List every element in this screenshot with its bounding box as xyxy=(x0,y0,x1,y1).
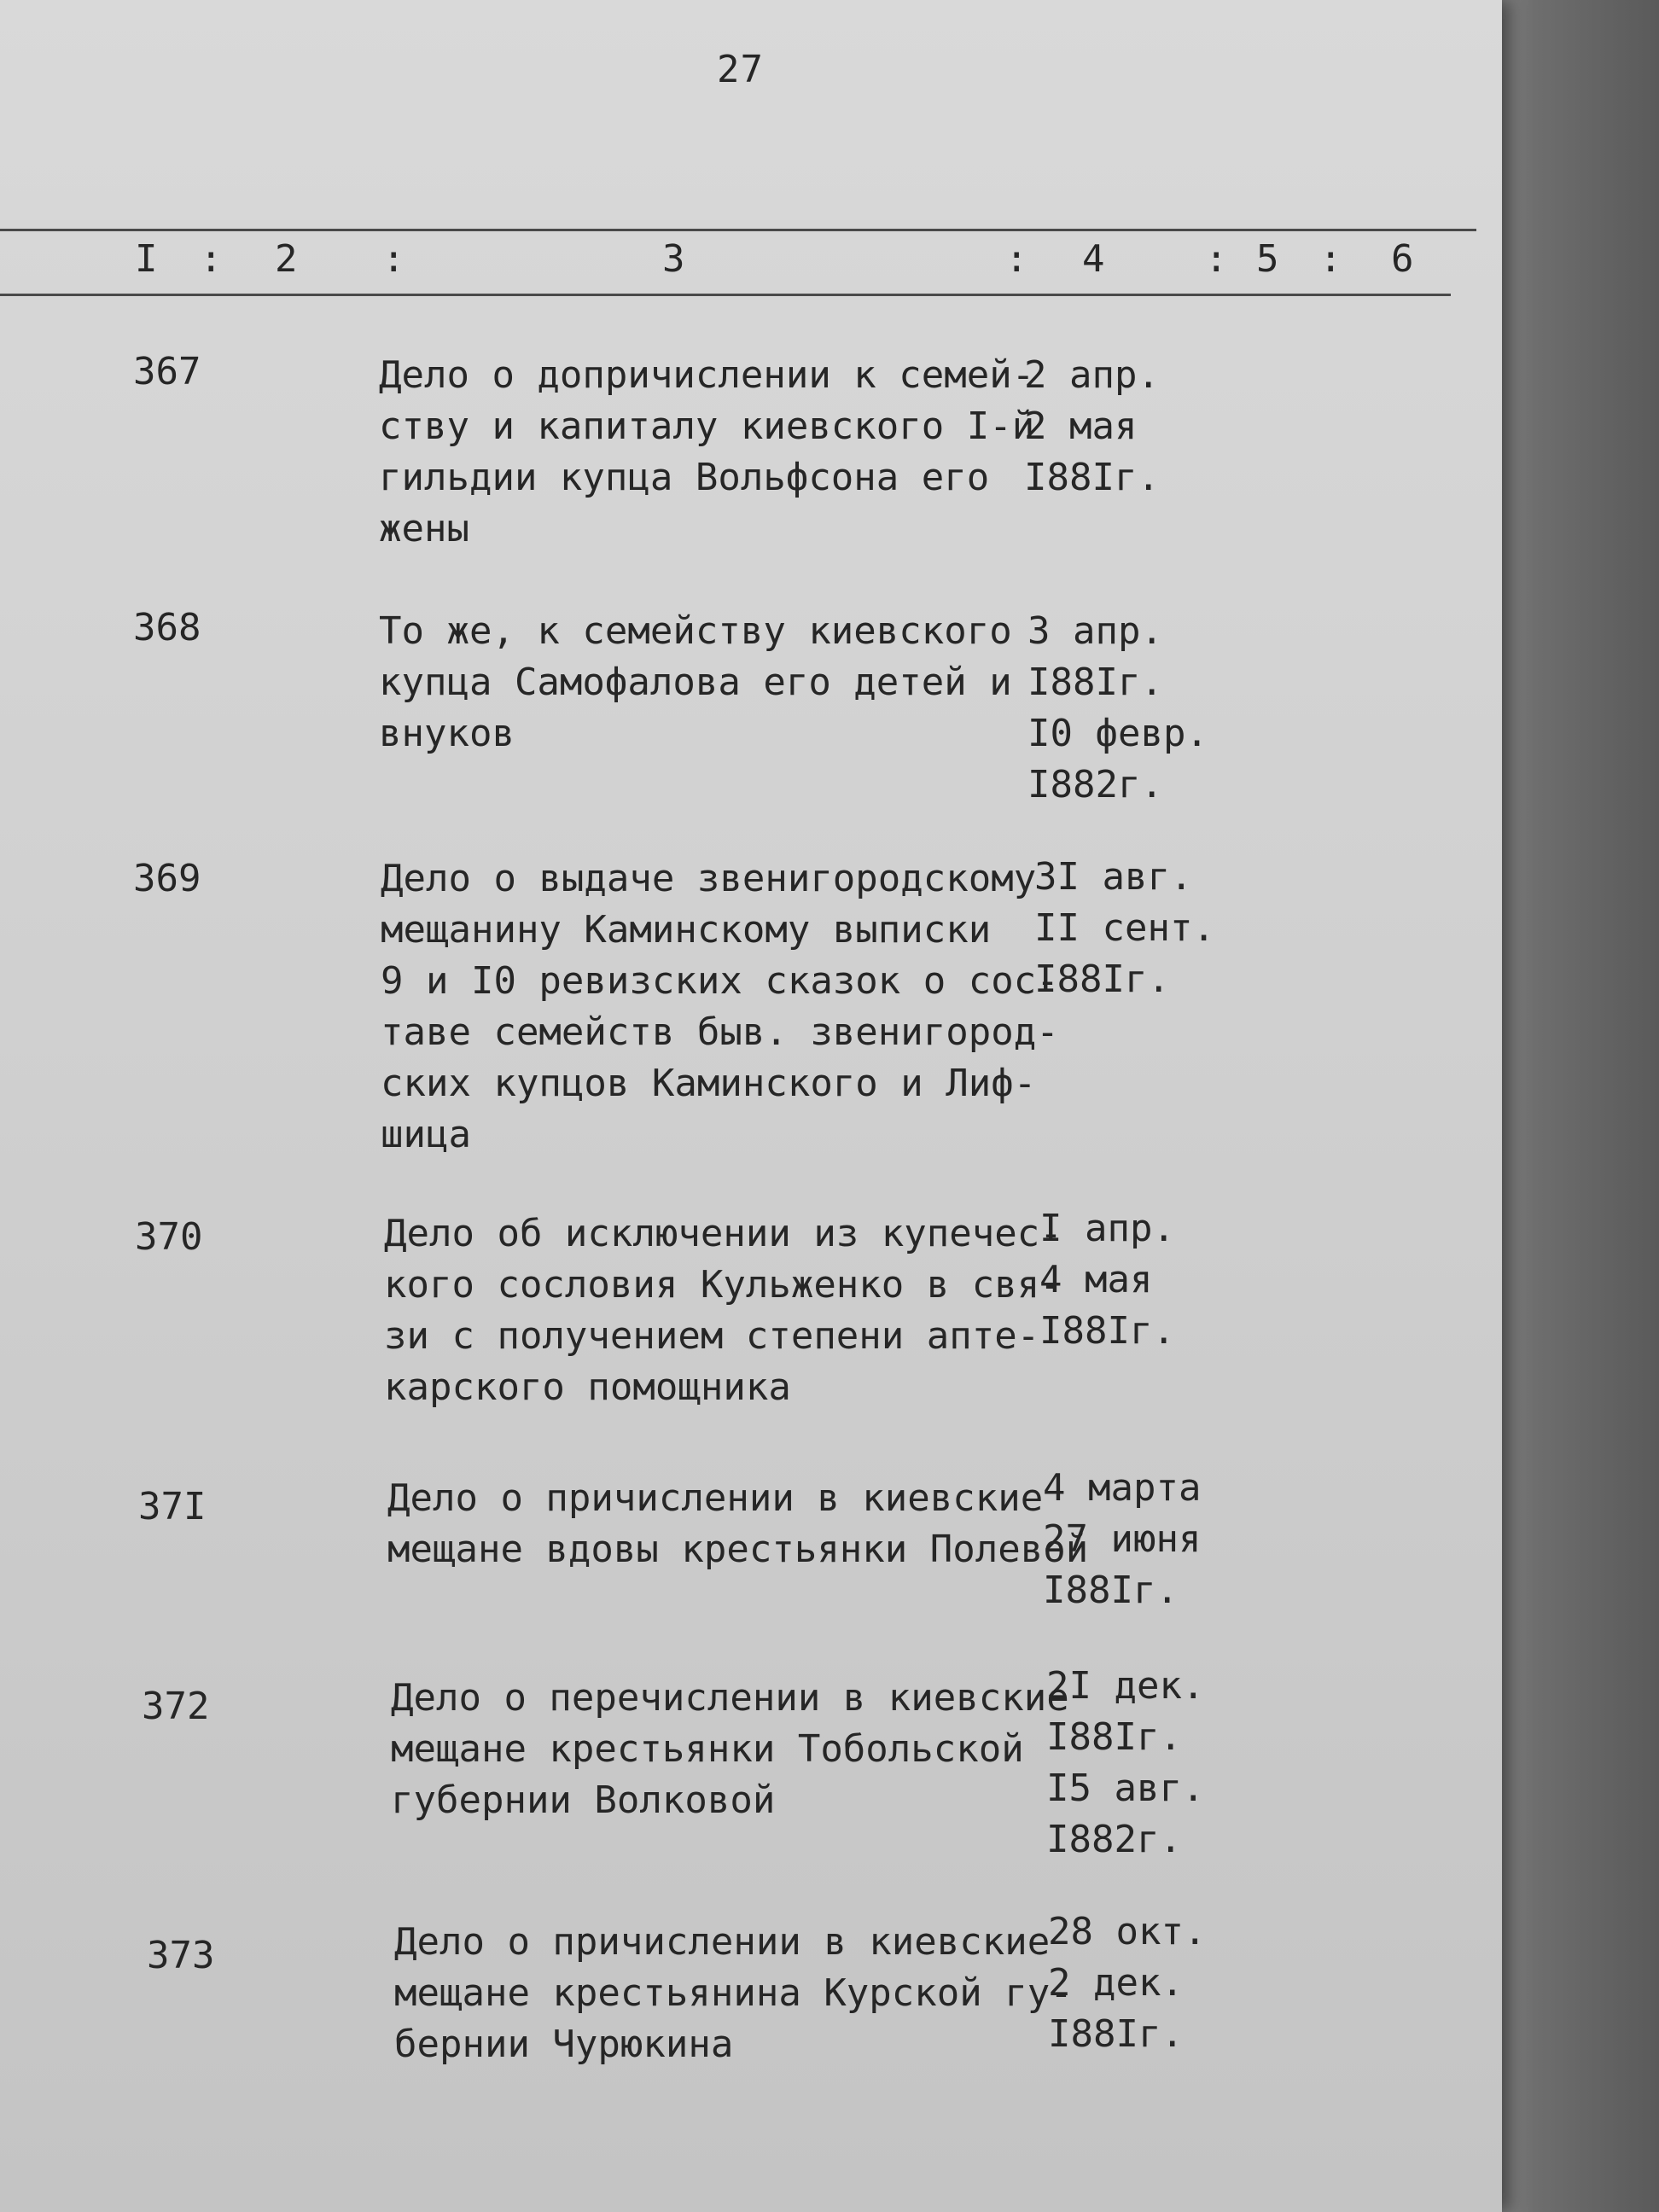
description-line: шица xyxy=(381,1113,471,1156)
description-line: жены xyxy=(379,507,469,550)
column-header-6: 6 xyxy=(1391,237,1414,281)
column-separator: : xyxy=(1005,237,1028,281)
entry-description xyxy=(379,606,1012,760)
date-line: I882г. xyxy=(1046,1818,1182,1861)
entry-description xyxy=(384,1208,1062,1413)
entry-number: 369 xyxy=(133,857,201,900)
description-line: зи с получением степени апте- xyxy=(384,1314,1040,1358)
entry-dates xyxy=(1039,1203,1175,1357)
page-number: 27 xyxy=(717,48,764,91)
entry-number: 37I xyxy=(138,1485,207,1528)
entry-number: 367 xyxy=(133,350,201,393)
column-separator: : xyxy=(382,237,405,281)
description-line: губернии Волковой xyxy=(391,1778,776,1822)
description-line: купца Самофалова его детей и xyxy=(379,661,1012,704)
entry-dates xyxy=(1027,606,1208,811)
description-line: 9 и I0 ревизских сказок о сос- xyxy=(381,959,1059,1003)
description-line: мещанину Каминскому выписки xyxy=(381,908,992,952)
description-line: таве семейств быв. звенигород- xyxy=(381,1010,1059,1054)
header-rule-top xyxy=(0,229,1476,231)
description-line: То же, к семейству киевского xyxy=(379,609,1012,653)
column-separator: : xyxy=(1319,237,1342,281)
date-line: I0 февр. xyxy=(1027,712,1208,755)
description-line: мещане вдовы крестьянки Полевой xyxy=(387,1528,1089,1571)
entry-dates xyxy=(1046,1661,1204,1866)
date-line: 4 мая xyxy=(1039,1258,1153,1301)
description-line: Дело об исключении из купечес- xyxy=(384,1212,1062,1255)
column-header-5: 5 xyxy=(1256,237,1279,281)
column-header-4: 4 xyxy=(1082,237,1105,281)
column-separator: : xyxy=(200,237,223,281)
date-line: I5 авг. xyxy=(1046,1767,1205,1810)
date-line: II сент. xyxy=(1034,906,1215,950)
entry-description xyxy=(394,1917,1073,2070)
date-line: 4 марта xyxy=(1043,1466,1202,1510)
entry-dates xyxy=(1024,350,1160,504)
date-line: I88Iг. xyxy=(1034,958,1170,1001)
date-line: I88Iг. xyxy=(1039,1309,1175,1353)
description-line: ству и капиталу киевского I-й xyxy=(379,405,1035,448)
entry-description xyxy=(387,1473,1088,1575)
date-line: 3 апр. xyxy=(1027,609,1163,653)
date-line: 28 окт. xyxy=(1048,1910,1207,1953)
date-line: 3I авг. xyxy=(1034,855,1193,899)
date-line: 2I дек. xyxy=(1046,1664,1205,1708)
entry-description xyxy=(381,853,1059,1161)
date-line: 2 мая xyxy=(1024,405,1138,448)
description-line: мещане крестьянина Курской гу- xyxy=(394,1971,1073,2015)
description-line: ских купцов Каминского и Лиф- xyxy=(381,1062,1037,1105)
column-header-3: 3 xyxy=(662,237,685,281)
date-line: I88Iг. xyxy=(1027,661,1163,704)
entry-number: 373 xyxy=(147,1934,215,1977)
date-line: I88Iг. xyxy=(1043,1569,1179,1612)
description-line: бернии Чурюкина xyxy=(394,2023,734,2066)
description-line: внуков xyxy=(379,712,515,755)
column-header-2: 2 xyxy=(275,237,298,281)
header-rule-bottom xyxy=(0,294,1451,296)
column-header-1: I xyxy=(135,237,158,281)
entry-number: 370 xyxy=(135,1215,203,1259)
date-line: I88Iг. xyxy=(1048,2012,1184,2056)
description-line: Дело о причислении в киевские xyxy=(394,1920,1051,1964)
entry-number: 372 xyxy=(142,1685,210,1728)
description-line: Дело о перечислении в киевские xyxy=(391,1676,1069,1720)
date-line: 2 дек. xyxy=(1048,1961,1184,2005)
date-line: I88Iг. xyxy=(1046,1715,1182,1759)
date-line: 2 апр. xyxy=(1024,353,1160,397)
description-line: Дело о выдаче звенигородскому xyxy=(381,857,1037,900)
entry-number: 368 xyxy=(133,606,201,649)
date-line: 27 июня xyxy=(1043,1517,1202,1561)
entry-description xyxy=(391,1673,1069,1826)
description-line: гильдии купца Вольфсона его xyxy=(379,456,990,499)
description-line: Дело о причислении в киевские xyxy=(387,1476,1044,1520)
date-line: I88Iг. xyxy=(1024,456,1160,499)
description-line: кого сословия Кульженко в свя- xyxy=(384,1263,1062,1307)
description-line: мещане крестьянки Тобольской xyxy=(391,1727,1024,1771)
date-line: I апр. xyxy=(1039,1207,1175,1250)
entry-dates xyxy=(1034,852,1215,1005)
date-line: I882г. xyxy=(1027,763,1163,806)
entry-dates xyxy=(1048,1906,1206,2060)
description-line: Дело о допричислении к семей- xyxy=(379,353,1035,397)
description-line: карского помощника xyxy=(384,1365,791,1409)
entry-dates xyxy=(1043,1463,1201,1616)
column-separator: : xyxy=(1205,237,1228,281)
entry-description xyxy=(379,350,1034,555)
